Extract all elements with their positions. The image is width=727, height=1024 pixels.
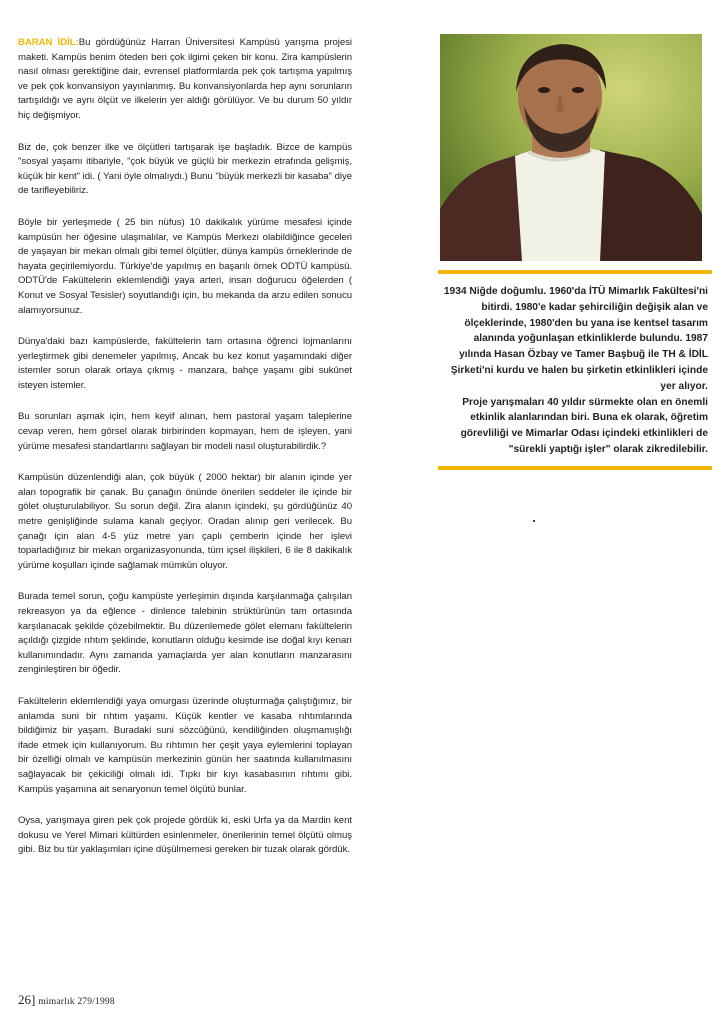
article-body	[18, 36, 352, 875]
magazine-issue: mimarlık 279/1998	[38, 997, 115, 1007]
stray-mark	[533, 520, 535, 522]
article-paragraph: Oysa, yarışmaya giren pek çok projede gördük ki, eski Urfa ya da Mardin kent dokusu ve Yerel Mimari kültürden esinlenmeler, önerilerinin temel ölçütü olmuş gibi. Biz bu tür yaklaşımları içine düşülmemesi gereken bir tuzak olarak gördük.	[18, 815, 352, 856]
author-name: BARAN İDİL:	[18, 37, 79, 48]
bio-paragraph: Proje yarışmaları 40 yıldır sürmekte olan en önemli etkinlik alanlarından biri. Buna ek olarak, öğretim görevliliği ve Mimarlar Odası içindeki etkinlikleri de "sürekli yaptığı işler" olarak zikredilebilir.	[460, 396, 708, 455]
article-paragraph: Bu sorunları aşmak için, hem keyif alınan, hem pastoral yaşam taleplerine cevap veren, hem görsel olarak birbirinden kopmayan, hem de işleyen, yani yürüme mesafesi standartlarını sağlayan bir modeli nasıl oluşturabilirdik.?	[18, 411, 352, 452]
article-paragraph: Kampüsün düzenlendiği alan, çok büyük ( 2000 hektar) bir alanın içinde yer alan topografik bir çanak. Bu çanağın önünde önerilen seddeler ile içinde bir gölet oluşturulabiliyor. Su sorun değil. Zira alanın içindeki, şu gördüğünüz 40 metre genişliğinde sulama kanalı geçiyor. Oradan alınıp geri verilecek. Bu çanağı için alan 4-5 yüz metre yarı çaplı çemberin içinde her işlevi toparladığınız bir mekan organizasyonunda, tüm içsel ilişkileri, 6 ile 8 dakikalık yürüme koşulları içinde sağlamak mümkün oluyor.	[18, 472, 352, 571]
author-portrait-photo	[440, 34, 702, 261]
bio-paragraph: 1934 Niğde doğumlu. 1960'da İTÜ Mimarlık Fakültesi'ni bitirdi. 1980'e kadar şehirciliğin değişik alan ve ölçeklerinde, 1980'den bu yana ise kentsel tasarım alanında yoğunlaşan etkinliklerde bulundu. 1987 yılında Hasan Özbay ve Tamer Başbuğ ile TH & İDİL Şirketi'ni kurdu ve halen bu şirketin etkinlikleri içinde yer alıyor.	[443, 286, 708, 392]
article-paragraph: Fakültelerin eklemlendiği yaya omurgası üzerinde oluşturmağa çalıştığımız, bir anlamda suni bir rıhtım yaşamı. Küçük kentler ve kasaba rıhtımlarında bildiğimiz bir yaşam. Buradaki suni sözcüğünü, kendiliğinden oluşmamışlığı ifade etmek için kullanıyorum. Bu rıhtımın her çeşit yaya eylemlerini toplayan bir özelliği olmalı ve kampüsün merkezinin günün her saatında kullanılmasını sağlayacak bir çekiciliği olmalı idi. Tıpkı bir kıyı kasabasının rıhtımı gibi. Kampüs yaşamına ait senaryonun temel ölçütü bunlar.	[18, 695, 352, 795]
page-footer	[18, 992, 115, 1008]
page-number: 26]	[18, 992, 36, 1007]
article-paragraph: Dünya'daki bazı kampüslerde, fakültelerin tam ortasına öğrenci lojmanlarını yerleştirmek gibi denemeler yapılmış, Ancak bu kez konut yaşamındaki diğer istemler sorun olarak ortaya çıkmış - manzara, bahçe yaşamı gibi sukûnet isteyen istemler.	[18, 336, 352, 391]
article-paragraph: Burada temel sorun, çoğu kampüste yerleşimin dışında karşılanmağa çalışılan rekreasyon ya da eğlence - dinlence talebinin strüktürünün tam ortasında karşılanacak şekilde çözebilmektir. Bu düzenlemede gölet elemanı fakültelerin açıldığı çizgide rıhtım şeklinde, konutların olduğu kesimde ise doğal kıyı kenarı kullanımındadır. Aynı zamanda yamaçlarda yer alan konutların manzarasını zenginleştiren bir öğedir.	[18, 591, 352, 676]
portrait-illustration	[440, 34, 702, 261]
article-paragraph: Böyle bir yerleşmede ( 25 bin nüfus) 10 dakikalık yürüme mesafesi içinde kampüsün her öğesine ulaşmalılar, ve Kampüs Merkezi olabildiğince geceleri de yaşayan bir mekan olmalı gibi temel ölçütler, dünya kampüs örneklerinde de hayata geçirilemiyordu. Türkiye'de yapılmış en başarılı örnek ODTÜ kampüsü. ODTÜ'de Fakültelerin eklemlendiği yaya arteri, insan doğurucu öğelerden ( Konut ve Sosyal Tesisler) soyutlandığı için, bu mekanda da arzu edilen sonucu alamıyorsunuz.	[18, 216, 352, 316]
article-paragraph: Biz de, çok benzer ilke ve ölçütleri tartışarak işe başladık. Bizce de kampüs "sosyal yaşamı itibariyle, "çok büyük ve güçlü bir merkezin etrafında gelişmiş, küçük bir kent" idi. ( Yani öyle olmalıydı.) Bunu "büyük merkezli bir kasaba" diye de tarifleyebiliriz.	[18, 141, 352, 197]
author-bio-box	[438, 270, 712, 470]
article-paragraph: BARAN İDİL:Bu gördüğünüz Harran Üniversitesi Kampüsü yarışma projesi maketi. Kampüs benim öteden beri çok ilgimi çeken bir konu. Zira kampüslerin nasıl olması gerektiğine dair, evrensel platformlarda pek çok tartışma yapılmış ve pek çok konvansiyon yayınlanmış. Bu konvansiyonlarda hep aynı sorunların tartışıldığı ve aynı ölçüt ve ilkelerin yer aldığı görülüyor. Ve bu durum 50 yıldır hiç değişmiyor.	[18, 37, 352, 121]
